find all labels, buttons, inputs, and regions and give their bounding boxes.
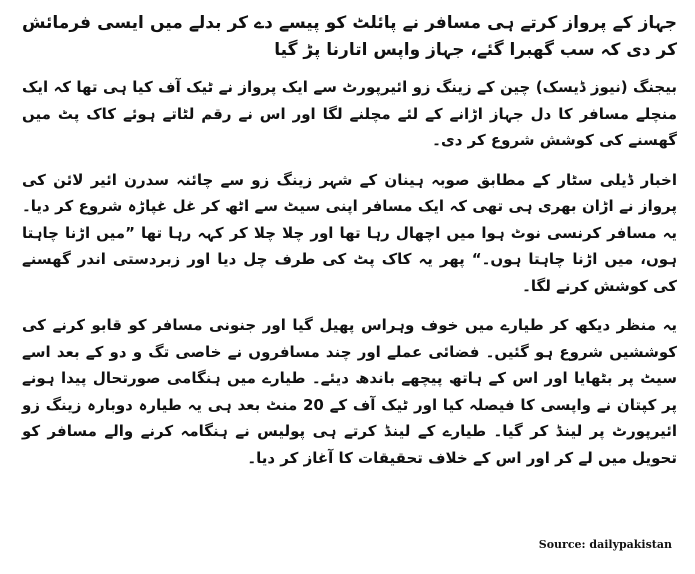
article-headline: جہاز کے پرواز کرتے ہی مسافر نے پائلٹ کو پیسے دے کر بدلے میں ایسی فرمائش کر دی کہ سب گھبرا گئے، جہاز واپس اتارنا پڑ گیا xyxy=(22,13,677,60)
paragraph-incident: اخبار ڈیلی سٹار کے مطابق صوبہ ہینان کے شہر زینگ زو سے چائنہ سدرن ائیر لائن کی پرواز نے اڑان بھری ہی تھی کہ ایک مسافر اپنی سیٹ سے اٹھ کر غل غپاڑہ شروع کر دیا۔ یہ مسافر کرنسی نوٹ ہوا میں اچھال رہا تھا اور چلا چلا کر کہہ رہا تھا ”میں اڑنا چاہتا ہوں، میں اڑنا چاہتا ہوں۔“ پھر یہ کاک پٹ کی طرف چل دیا اور زبردستی اندر گھسنے کی کوشش کرنے لگا۔ xyxy=(22,170,677,295)
paragraph-landing: یہ منظر دیکھ کر طیارے میں خوف وہراس پھیل گیا اور جنونی مسافر کو قابو کرنے کی کوششیں شروع ہو گئیں۔ فضائی عملے اور چند مسافروں نے خاصی تگ و دو کے بعد اسے سیٹ پر بٹھایا اور اس کے ہاتھ پیچھے باندھ دیئے۔ طیارے میں ہنگامی صورتحال پیدا ہونے پر کپتان نے واپسی کا فیصلہ کیا اور ٹیک آف کے 20 منٹ بعد ہی یہ طیارہ دوبارہ زینگ زو ائیرپورٹ پر لینڈ کر گیا۔ طیارے کے لینڈ کرتے ہی پولیس نے ہنگامہ کرنے والے مسافر کو تحویل میں لے کر اور اس کے خلاف تحقیقات کا آغاز کر دیا۔ xyxy=(22,316,677,467)
article-body xyxy=(22,10,677,484)
paragraph-dateline: بیجنگ (نیوز ڈیسک) چین کے زینگ زو ائیرپورٹ سے ایک پرواز نے ٹیک آف کیا ہی تھا کہ ایک منچلے مسافر کا دل جہاز اڑانے کے لئے مچلنے لگا اور اس نے رقم لٹاتے ہوئے کاک پٹ میں گھسنے کی کوشش شروع کر دی۔ xyxy=(22,78,677,149)
source-credit: Source: dailypakistan xyxy=(538,538,672,551)
